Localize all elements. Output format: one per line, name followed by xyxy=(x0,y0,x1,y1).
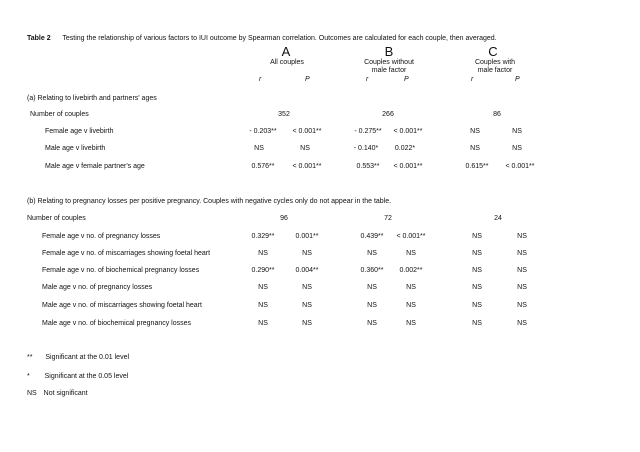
table-cell: NS xyxy=(367,320,377,327)
table-cell: NS xyxy=(472,302,482,309)
table-cell: 0.553** xyxy=(356,163,380,170)
table-cell: NS xyxy=(517,233,527,240)
footnote-text: Not significant xyxy=(43,390,88,397)
table-cell: < 0.001** xyxy=(292,128,322,135)
table-cell: NS xyxy=(367,284,377,291)
table-cell: NS xyxy=(517,320,527,327)
group-a-letter: A xyxy=(281,44,291,59)
group-c-letter: C xyxy=(488,44,498,59)
section-a-row-1-label: Female age v livebirth xyxy=(45,128,114,135)
table-cell: < 0.001** xyxy=(393,128,423,135)
table-cell: NS xyxy=(367,250,377,257)
table-cell: < 0.001** xyxy=(393,163,423,170)
group-b-name-line2: male factor xyxy=(371,67,407,74)
footnote-text: Significant at the 0.01 level xyxy=(45,354,130,361)
section-a-count-label: Number of couples xyxy=(30,111,89,118)
table-cell: NS xyxy=(470,145,480,152)
table-cell: NS xyxy=(406,284,416,291)
section-a-row-3-label: Male age v female partner's age xyxy=(45,163,145,170)
table-cell: NS xyxy=(258,302,268,309)
section-a-count-a: 352 xyxy=(278,111,290,118)
table-cell: NS xyxy=(472,250,482,257)
table-cell: NS xyxy=(472,233,482,240)
table-cell: < 0.001** xyxy=(396,233,426,240)
section-b-row-3-label: Female age v no. of biochemical pregnancy losses xyxy=(42,267,200,274)
table-cell: NS xyxy=(302,250,312,257)
table-cell: 0.576** xyxy=(251,163,275,170)
footnote-1 xyxy=(27,354,129,361)
table-cell: NS xyxy=(517,250,527,257)
section-a-row-2-label: Male age v livebirth xyxy=(45,145,106,152)
table-cell: NS xyxy=(517,284,527,291)
footnote-2 xyxy=(27,373,128,380)
section-b-heading: (b) Relating to pregnancy losses per positive pregnancy. Couples with negative cycles only do not appear in the table. xyxy=(27,198,392,205)
table-cell: 0.022* xyxy=(394,145,416,152)
group-a-r-header: r xyxy=(259,76,262,83)
group-b-r-header: r xyxy=(366,76,369,83)
footnote-symbol: ** xyxy=(27,354,33,361)
group-c-name-line1: Couples with xyxy=(474,59,516,66)
table-cell: 0.615** xyxy=(465,163,489,170)
section-b-count-a: 96 xyxy=(280,215,288,222)
section-b-row-1-label: Female age v no. of pregnancy losses xyxy=(42,233,161,240)
table-cell: NS xyxy=(517,267,527,274)
footnote-symbol: * xyxy=(27,373,30,380)
table-cell: NS xyxy=(258,284,268,291)
table-cell: NS xyxy=(406,250,416,257)
table-cell: 0.439** xyxy=(360,233,384,240)
table-label: Table 2 xyxy=(27,35,51,42)
table-cell: NS xyxy=(254,145,264,152)
table-caption: Testing the relationship of various factors to IUI outcome by Spearman correlation. Outcomes are calculated for each couple, then averaged. xyxy=(62,35,497,42)
section-b-count-c: 24 xyxy=(494,215,502,222)
section-a-count-b: 266 xyxy=(382,111,394,118)
table-cell: NS xyxy=(367,302,377,309)
table-cell: 0.001** xyxy=(295,233,319,240)
group-c-r-header: r xyxy=(471,76,474,83)
table-cell: NS xyxy=(258,320,268,327)
section-b-row-4-label: Male age v no. of pregnancy losses xyxy=(42,284,153,291)
table-title xyxy=(27,35,497,42)
table-cell: NS xyxy=(512,128,522,135)
footnote-3 xyxy=(27,390,88,397)
table-cell: NS xyxy=(300,145,310,152)
section-b-row-5-label: Male age v no. of miscarriages showing foetal heart xyxy=(42,302,202,309)
table-cell: < 0.001** xyxy=(292,163,322,170)
table-cell: NS xyxy=(302,320,312,327)
section-b-count-b: 72 xyxy=(384,215,392,222)
table-cell: NS xyxy=(258,250,268,257)
footnote-text: Significant at the 0.05 level xyxy=(44,373,129,380)
table-cell: - 0.203** xyxy=(249,128,277,135)
table-cell: NS xyxy=(302,284,312,291)
table-cell: NS xyxy=(517,302,527,309)
table-cell: 0.329** xyxy=(251,233,275,240)
group-b-letter: B xyxy=(384,44,394,59)
table-cell: 0.360** xyxy=(360,267,384,274)
section-a-count-c: 86 xyxy=(493,111,501,118)
table-cell: NS xyxy=(472,284,482,291)
section-b-row-6-label: Male age v no. of biochemical pregnancy losses xyxy=(42,320,192,327)
table-cell: NS xyxy=(512,145,522,152)
group-c-name-line2: male factor xyxy=(477,67,513,74)
group-b-name-line1: Couples without xyxy=(364,59,414,66)
table-cell: - 0.140* xyxy=(353,145,379,152)
section-b-row-2-label: Female age v no. of miscarriages showing foetal heart xyxy=(42,250,211,257)
table-cell: NS xyxy=(406,320,416,327)
table-cell: 0.004** xyxy=(295,267,319,274)
group-b-p-header: P xyxy=(404,76,409,83)
section-a-heading: (a) Relating to livebirth and partners' ages xyxy=(27,95,157,102)
table-cell: NS xyxy=(472,267,482,274)
table-cell: NS xyxy=(406,302,416,309)
section-b-count-label: Number of couples xyxy=(27,215,86,222)
footnote-symbol: NS xyxy=(27,390,37,397)
table-cell: 0.002** xyxy=(399,267,423,274)
table-cell: NS xyxy=(302,302,312,309)
table-cell: 0.290** xyxy=(251,267,275,274)
group-a-p-header: P xyxy=(305,76,310,83)
group-a-name: All couples xyxy=(270,59,304,66)
group-c-p-header: P xyxy=(515,76,520,83)
table-cell: - 0.275** xyxy=(354,128,382,135)
table-cell: NS xyxy=(470,128,480,135)
table-cell: NS xyxy=(472,320,482,327)
table-cell: < 0.001** xyxy=(505,163,535,170)
